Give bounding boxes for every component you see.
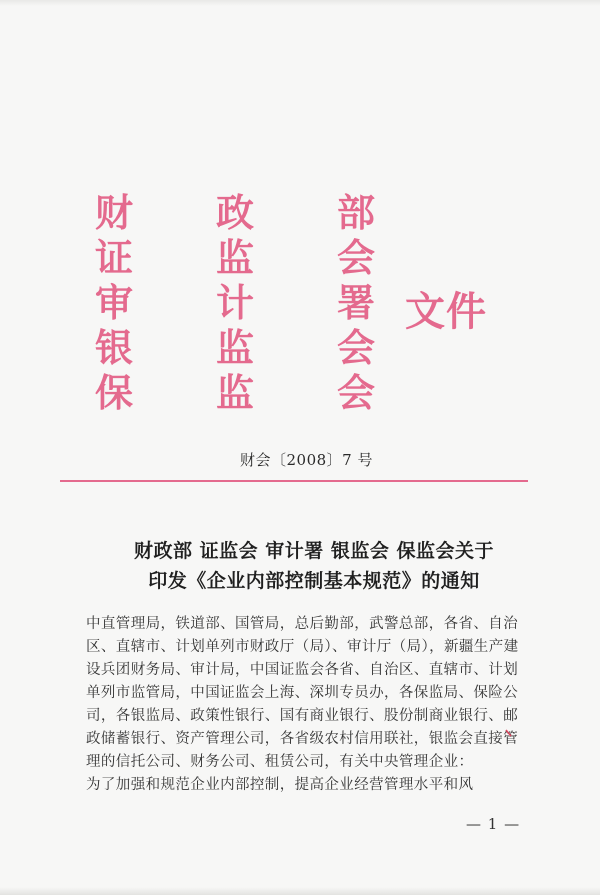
header-char: 监 <box>216 370 255 415</box>
header-char: 会 <box>337 370 376 415</box>
body-line: 为了加强和规范企业内部控制，提高企业经营管理水平和风 <box>86 777 474 793</box>
body-line: 中直管理局，铁道部、国管局，总后勤部，武警总部，各省、自治 <box>86 616 519 632</box>
header-char: 审 <box>95 280 134 325</box>
body-line: 司，各银监局、政策性银行、国有商业银行、股份制商业银行、邮 <box>86 708 519 724</box>
body-line: 区、直辖市、计划单列市财政厅（局）、审计厅（局），新疆生产建 <box>86 639 519 655</box>
body-line: 政储蓄银行、资产管理公司，各省级农村信用联社，银监会直接管 <box>86 731 519 747</box>
header-char: 证 <box>95 235 134 280</box>
header-column-2 <box>216 190 254 415</box>
notice-title-line-1: 财政部 证监会 审计署 银监会 保监会关于 <box>134 540 494 562</box>
header-column-1 <box>95 190 133 415</box>
header-char: 署 <box>337 280 376 325</box>
red-separator-rule <box>60 480 528 482</box>
header-char: 保 <box>95 370 134 415</box>
header-char: 会 <box>337 325 376 370</box>
header-char: 监 <box>216 235 255 280</box>
body-line: 单列市监管局，中国证监会上海、深圳专员办，各保监局、保险公 <box>86 685 519 701</box>
header-column-3 <box>337 190 375 415</box>
header-char: 会 <box>337 235 376 280</box>
header-char: 财 <box>95 190 134 235</box>
red-ink-mark <box>505 728 513 738</box>
paper-edge-top <box>0 0 600 6</box>
header-char: 政 <box>216 190 255 235</box>
header-char: 监 <box>216 325 255 370</box>
header-char: 计 <box>216 280 255 325</box>
file-label: 文件 <box>405 288 487 335</box>
header-char: 部 <box>337 190 376 235</box>
paper-edge-bottom <box>0 887 600 895</box>
notice-title-line-2: 印发《企业内部控制基本规范》的通知 <box>148 570 480 592</box>
notice-body <box>86 613 546 797</box>
header-char: 银 <box>95 325 134 370</box>
page-number: — 1 — <box>466 815 521 833</box>
body-line: 理的信托公司、财务公司、租赁公司，有关中央管理企业： <box>86 754 474 770</box>
document-number: 财会〔2008〕7 号 <box>240 451 373 469</box>
body-line: 设兵团财务局、审计局，中国证监会各省、自治区、直辖市、计划 <box>86 662 519 678</box>
